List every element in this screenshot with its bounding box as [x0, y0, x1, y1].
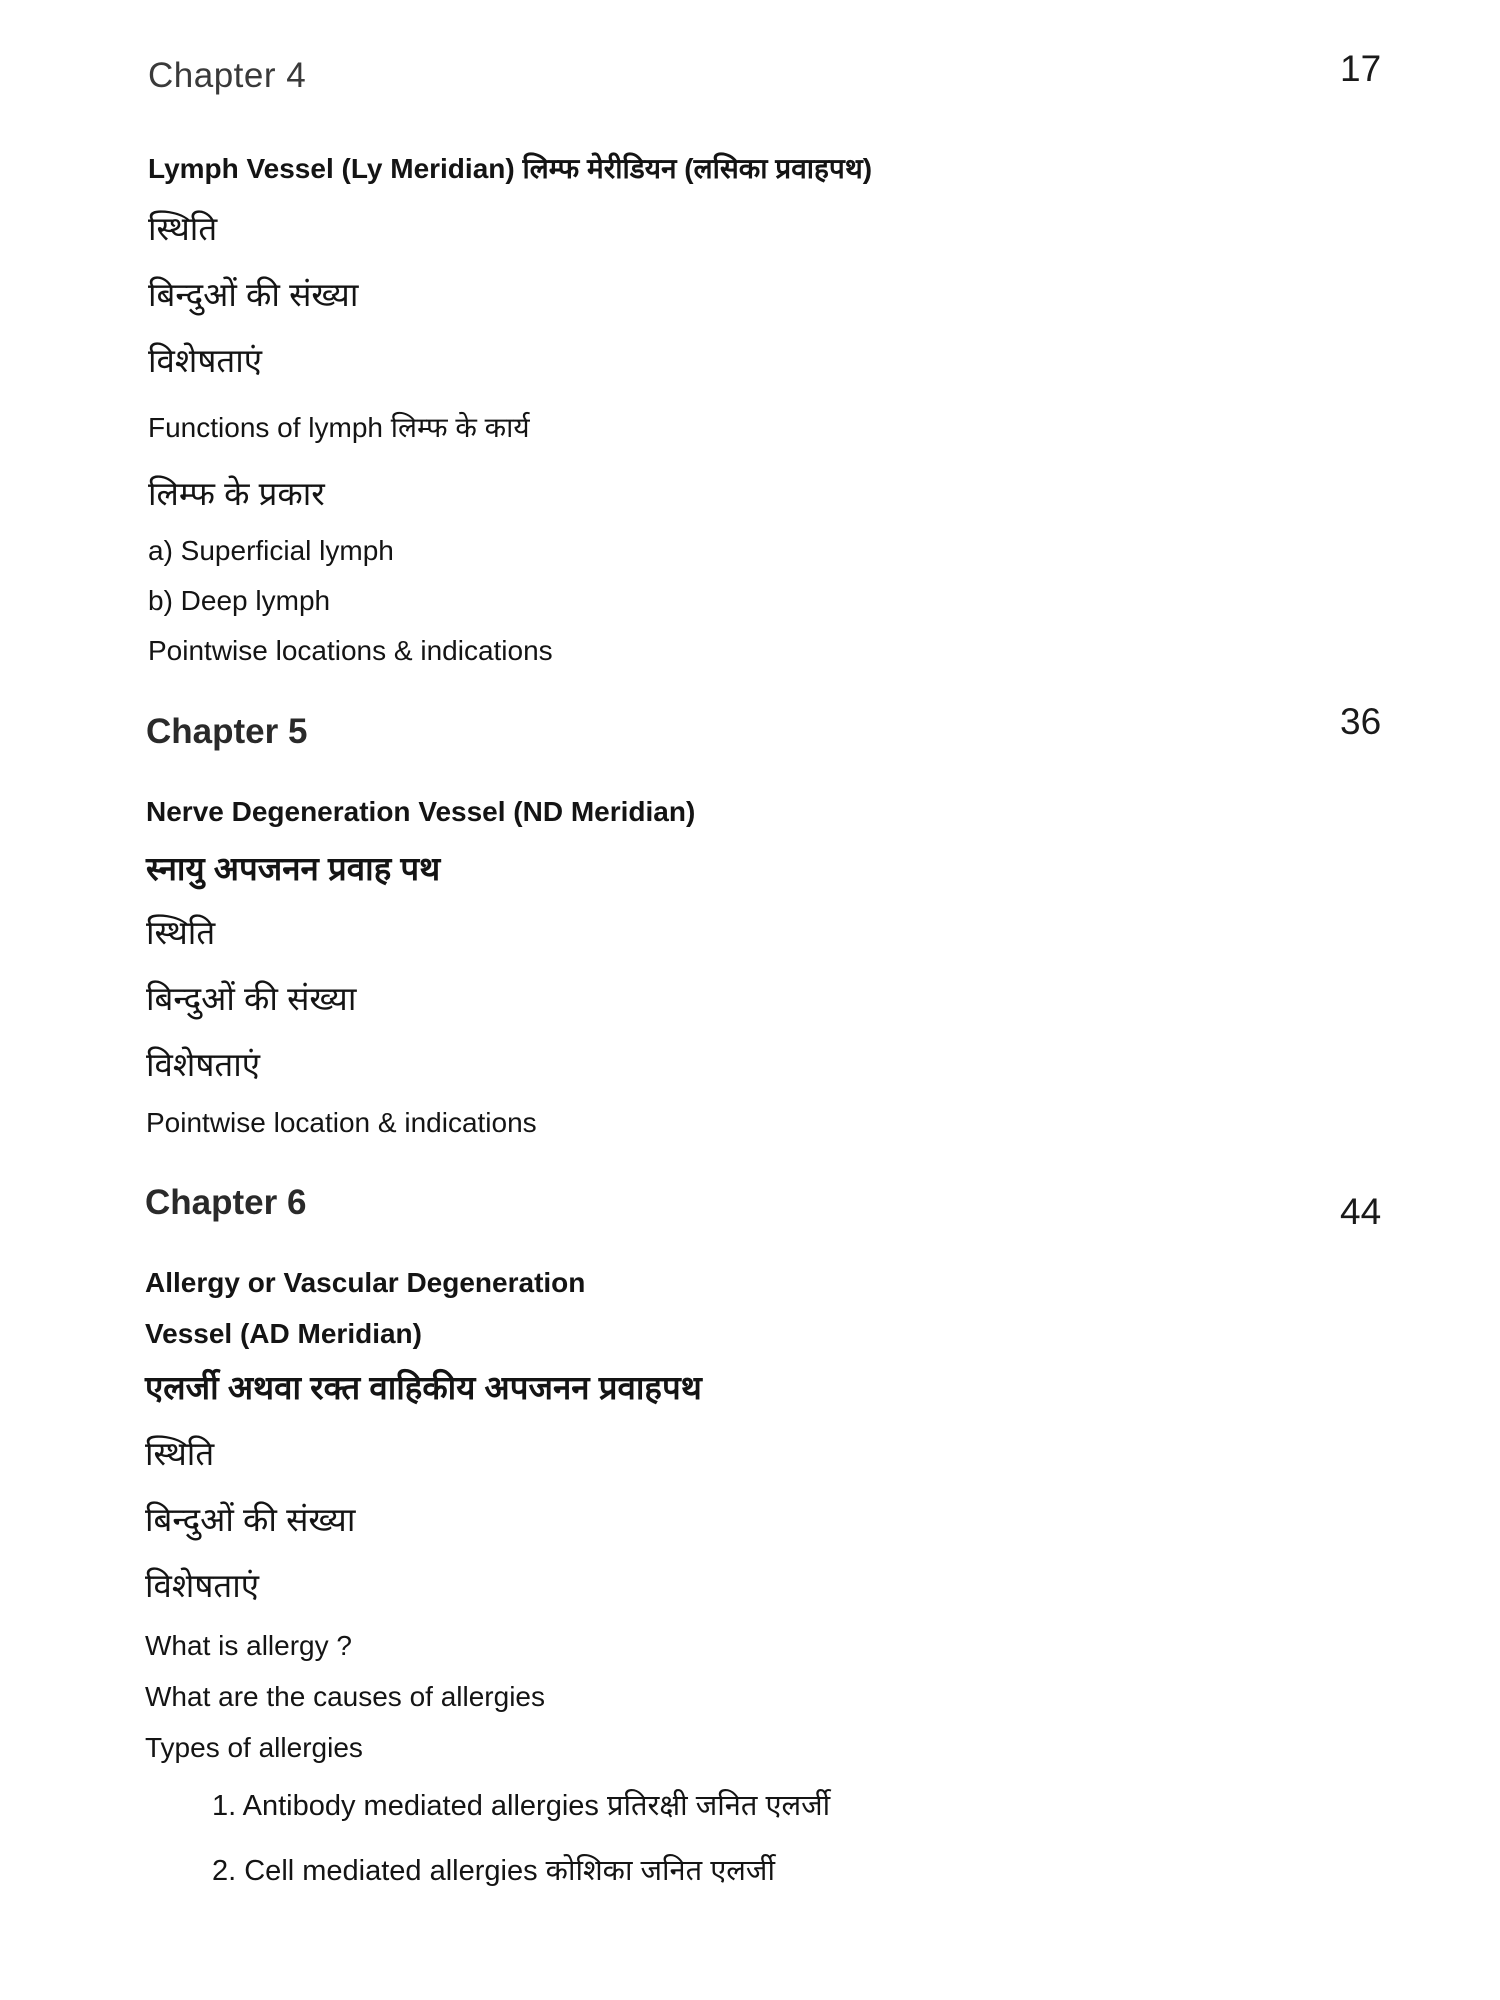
- chapter-6-allergy-type: 1. Antibody mediated allergies प्रतिरक्षी जनित एलर्जी: [212, 1790, 831, 1822]
- chapter-6-title: Allergy or Vascular Degeneration: [145, 1267, 586, 1298]
- chapter-6-title-hindi: एलर्जी अथवा रक्त वाहिकीय अपजनन प्रवाहपथ: [145, 1369, 702, 1406]
- chapter-5-item: बिन्दुओं की संख्या: [146, 980, 357, 1017]
- chapter-5-title: Nerve Degeneration Vessel (ND Meridian): [146, 796, 696, 827]
- chapter-5-heading: Chapter 5: [146, 712, 308, 751]
- chapter-5-item: स्थिति: [146, 914, 216, 951]
- chapter-4-item: बिन्दुओं की संख्या: [148, 276, 359, 313]
- chapter-4-item: लिम्फ के प्रकार: [148, 475, 325, 512]
- chapter-4-item: स्थिति: [148, 210, 218, 247]
- chapter-6-page-number: 44: [1340, 1191, 1382, 1232]
- chapter-5-title-hindi: स्नायु अपजनन प्रवाह पथ: [146, 850, 441, 887]
- chapter-5-item: विशेषताएं: [146, 1046, 261, 1083]
- chapter-6-heading: Chapter 6: [145, 1183, 307, 1222]
- chapter-4-item: a) Superficial lymph: [148, 535, 394, 566]
- chapter-6-item: बिन्दुओं की संख्या: [145, 1501, 356, 1538]
- chapter-4-item: b) Deep lymph: [148, 585, 331, 616]
- chapter-4-page-number: 17: [1340, 48, 1382, 89]
- chapter-4-item: विशेषताएं: [148, 342, 263, 379]
- chapter-4-title: Lymph Vessel (Ly Meridian) लिम्फ मेरीडियन (लसिका प्रवाहपथ): [148, 153, 873, 184]
- chapter-6-item: विशेषताएं: [145, 1567, 260, 1604]
- chapter-4-item: Pointwise locations & indications: [148, 635, 553, 666]
- chapter-6-title: Vessel (AD Meridian): [145, 1318, 422, 1349]
- chapter-4-item: Functions of lymph लिम्फ के कार्य: [148, 412, 530, 443]
- chapter-6-allergy-type: 2. Cell mediated allergies कोशिका जनित एलर्जी: [212, 1855, 775, 1887]
- chapter-4-heading: Chapter 4: [148, 56, 307, 95]
- chapter-6-item: स्थिति: [145, 1435, 215, 1472]
- chapter-6-item: Types of allergies: [145, 1732, 363, 1763]
- chapter-6-item: What is allergy ?: [145, 1630, 352, 1661]
- chapter-5-item: Pointwise location & indications: [146, 1107, 537, 1138]
- chapter-6-item: What are the causes of allergies: [145, 1681, 545, 1712]
- chapter-5-page-number: 36: [1340, 701, 1382, 742]
